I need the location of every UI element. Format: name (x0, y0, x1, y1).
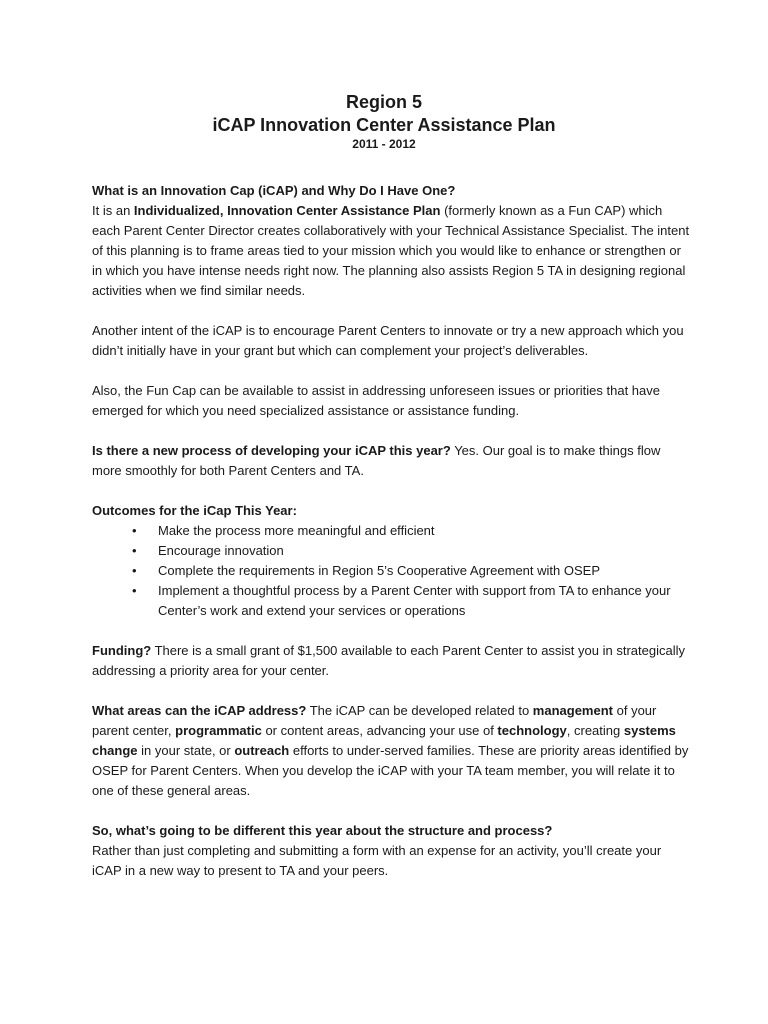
document-title: iCAP Innovation Center Assistance Plan (212, 115, 556, 135)
outcomes-list (92, 521, 692, 621)
list-item: • Complete the requirements in Region 5’s Cooperative Agreement with OSEP (92, 561, 692, 581)
region-heading: Region 5 (345, 92, 422, 112)
year-range: 2011 - 2012 (352, 137, 416, 151)
bullet-icon: • (132, 523, 137, 538)
different-heading: So, what’s going to be different this year about the structure and process? (92, 823, 553, 838)
document-body (92, 181, 692, 901)
outcomes-heading: Outcomes for the iCap This Year: (92, 503, 297, 518)
new-process-paragraph: Is there a new process of developing your iCAP this year? Yes. Our goal is to make things flow more smoothly for both Parent Centers and TA. (92, 443, 661, 478)
bullet-icon: • (132, 583, 137, 598)
list-item: • Encourage innovation (92, 541, 692, 561)
list-item: • Make the process more meaningful and efficient (92, 521, 692, 541)
list-item: • Implement a thoughtful process by a Parent Center with support from TA to enhance your Center’s work and extend your services or operations (132, 583, 671, 618)
different-paragraph: Rather than just completing and submitting a form with an expense for an activity, you’ll create your iCAP in a new way to present to TA and your peers. (92, 843, 662, 878)
bullet-icon: • (132, 543, 137, 558)
what-is-heading: What is an Innovation Cap (iCAP) and Why Do I Have One? (92, 183, 456, 198)
also-paragraph: Also, the Fun Cap can be available to assist in addressing unforeseen issues or priorities that have emerged for which you need specialized assistance or assistance funding. (92, 383, 660, 418)
bullet-icon: • (132, 563, 137, 578)
another-intent-paragraph: Another intent of the iCAP is to encourage Parent Centers to innovate or try a new approach which you didn’t initially have in your grant but which can complement your project’s deliverables. (92, 323, 684, 358)
what-is-paragraph: It is an Individualized, Innovation Center Assistance Plan (formerly known as a Fun CAP) which each Parent Center Director creates collaboratively with your Technical Assistance Specialist. The intent of this planning is to frame areas tied to your mission which you would like to enhance or strengthen or in which you have intense needs right now. The planning also assists Region 5 TA in designing regional activities when we find similar needs. (92, 203, 690, 298)
areas-paragraph: What areas can the iCAP address? The iCAP can be developed related to management of your parent center, programmatic or content areas, advancing your use of technology, creating systems change in your state, or outreach efforts to under-served families. These are priority areas identified by OSEP for Parent Centers. When you develop the iCAP with your TA team member, you will relate it to one of these general areas. (92, 703, 689, 798)
funding-paragraph: Funding? There is a small grant of $1,500 available to each Parent Center to assist you in strategically addressing a priority area for your center. (92, 643, 685, 678)
